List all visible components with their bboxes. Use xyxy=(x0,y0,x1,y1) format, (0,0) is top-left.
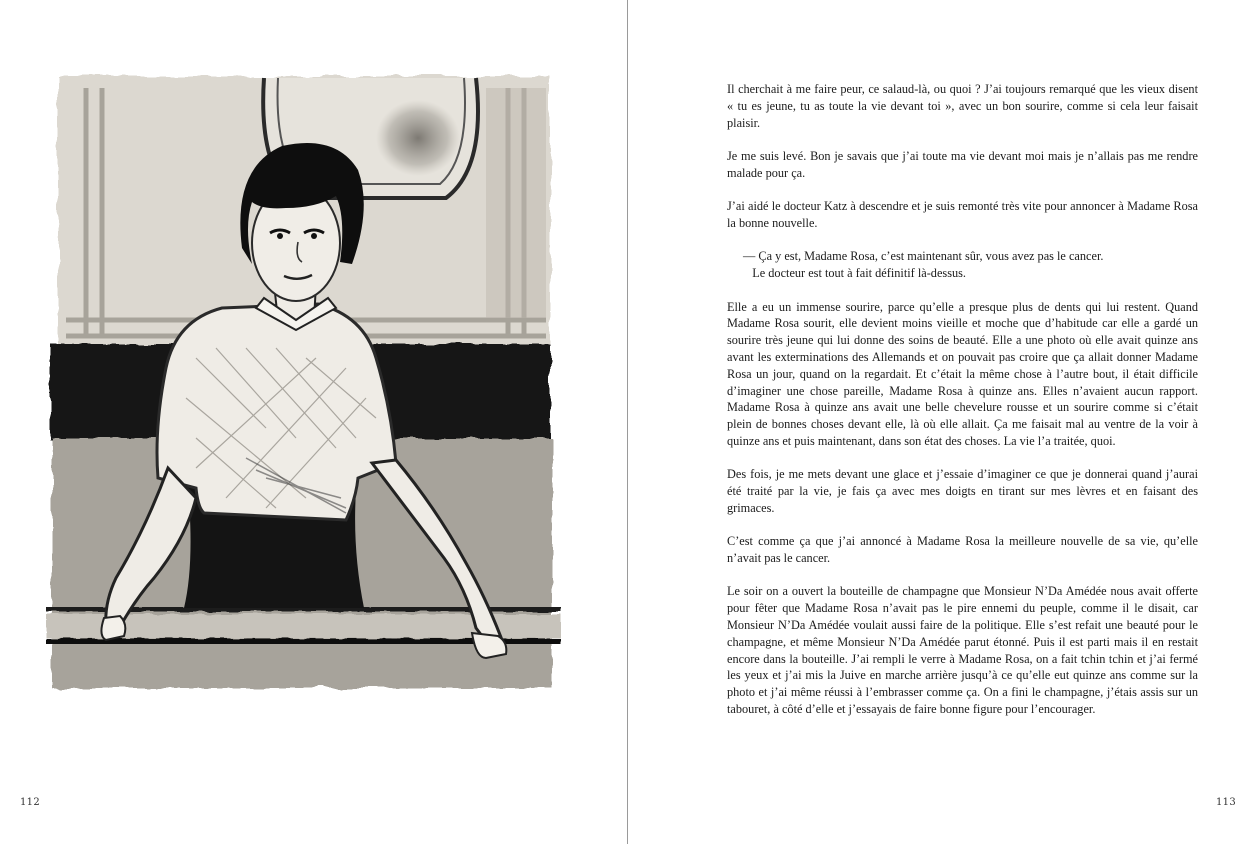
dialogue-paragraph: — Ça y est, Madame Rosa, c’est maintenant sûr, vous avez pas le cancer. Le docteur est tout à fait définitif là-dessus. xyxy=(743,249,1104,281)
right-page xyxy=(628,0,1254,844)
page-number-right: 113 xyxy=(1216,797,1236,808)
paragraph: Des fois, je me mets devant une glace et j’essaie d’imaginer ce que je donnerai quand j’aurai été traité par la vie, je fais ça avec mes doigts en tirant sur mes lèvres et en faisant des grimaces. xyxy=(727,467,1198,515)
paragraph: Je me suis levé. Bon je savais que j’ai toute ma vie devant moi mais je n’allais pas me rendre malade pour ça. xyxy=(727,148,1198,180)
paragraph: C’est comme ça que j’ai annoncé à Madame Rosa la meilleure nouvelle de sa vie, qu’elle n’avait pas le cancer. xyxy=(727,534,1198,566)
page-number-left: 112 xyxy=(20,797,40,808)
paragraph: J’ai aidé le docteur Katz à descendre et je suis remonté très vite pour annoncer à Madame Rosa la bonne nouvelle. xyxy=(727,199,1198,230)
paragraph: Elle a eu un immense sourire, parce qu’elle a presque plus de dents qui lui restent. Quand Madame Rosa sourit, elle devient moins vieille et moche que d’habitude car elle a gardé un sourire très jeune qui lui donne des soins de beauté. Elle a une photo où elle avait quinze ans avant les exterminations des Allemands et on pouvait pas croire que ça allait donner Madame Rosa un jour, quand on la regardait. Et c’était la même chose à l’autre bout, il était difficile d’imaginer une chose pareille, Madame Rosa à quinze ans. Elles n’avaient aucun rapport. Madame Rosa à quinze ans avait une belle chevelure rousse et un sourire comme si c’était plein de bonnes choses devant elle, là où elle allait. Ça me faisait mal au ventre de la voir à quinze ans et puis maintenant, dans son état des choses. La vie l’a traitée, quoi. xyxy=(727,299,1198,448)
ink-illustration-woman xyxy=(46,58,561,698)
paragraph: Le soir on a ouvert la bouteille de champagne que Monsieur N’Da Amédée nous avait offerte pour fêter que Madame Rosa n’avait pas le pire ennemi du peuple, comme il le disait, car Monsieur N’Da Amédée voulait aussi faire de la politique. Elle s’est refait une beauté pour le champagne, et même Monsieur N’Da Amédée parut étonné. Puis il est parti mais il en restait encore dans la bouteille. J’ai rempli le verre à Madame Rosa, on a fait tchin tchin et j’ai fermé les yeux et j’ai mis la Juive en marche arrière jusqu’à ce qu’elle eut quinze ans comme sur la photo et j’ai même réussi à l’embrasser comme ça. On a fini le champagne, j’étais assis sur un tabouret, à côté d’elle et j’essayais de faire bonne figure pour l’encourager. xyxy=(727,584,1198,717)
paragraph: Il cherchait à me faire peur, ce salaud-là, ou quoi ? J’ai toujours remarqué que les vieux disent « tu es jeune, tu as toute la vie devant toi », avec un bon sourire, comme si cela leur faisait plaisir. xyxy=(727,82,1198,130)
body-text xyxy=(727,81,1198,734)
